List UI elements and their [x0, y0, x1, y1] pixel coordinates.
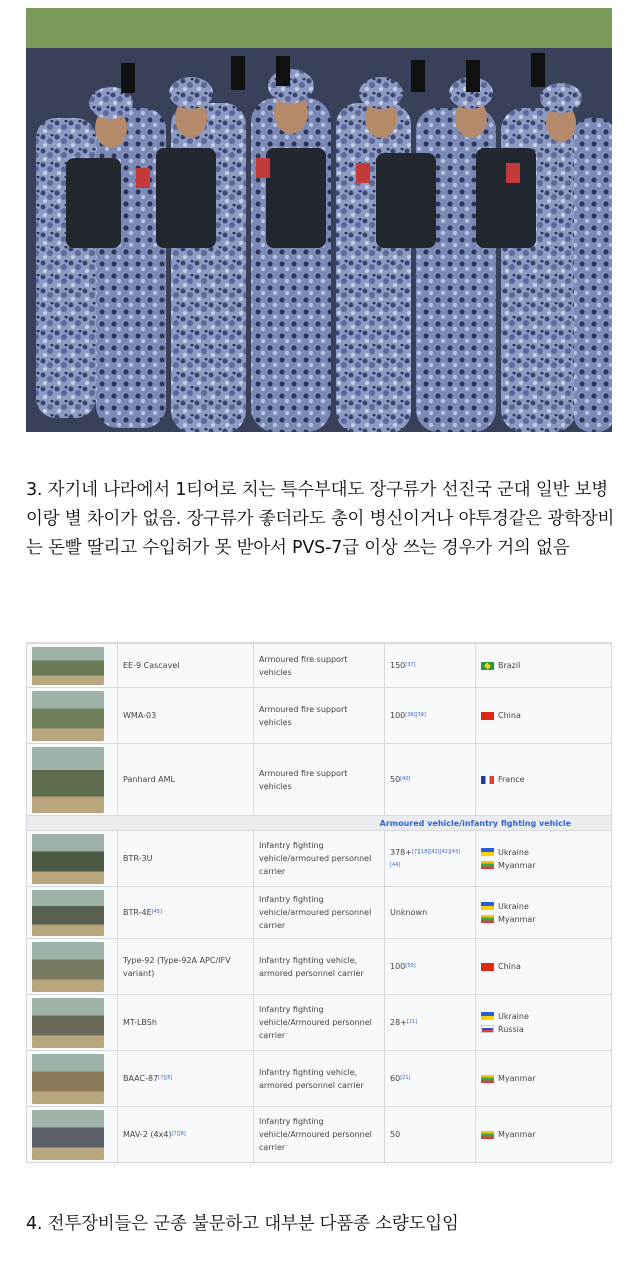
vehicle-name[interactable]: EE-9 Cascavel [123, 661, 180, 670]
vehicle-type-cell [254, 939, 385, 995]
flag-mm-icon [481, 861, 494, 869]
vehicle-quantity: 100 [390, 962, 406, 971]
vehicle-thumbnail-cell [27, 939, 118, 995]
vehicle-type-cell [254, 644, 385, 688]
vehicle-origin-cell [476, 1051, 612, 1107]
citation-link[interactable]: [50] [405, 963, 416, 969]
table-row [27, 1051, 612, 1107]
vehicle-type: Infantry fighting vehicle, armored personnel carrier [259, 955, 364, 978]
vehicle-thumbnail-image[interactable] [32, 998, 104, 1048]
origin-entry [481, 1128, 606, 1141]
vehicle-name[interactable]: Type-92 (Type-92A APC/IFV variant) [123, 955, 231, 978]
vehicle-name-cell [118, 939, 254, 995]
origin-entry [481, 1072, 606, 1085]
vehicle-thumbnail-cell [27, 1051, 118, 1107]
soldiers-parade-photo [26, 8, 612, 432]
vehicle-name-cell [118, 688, 254, 744]
vehicle-thumbnail-image[interactable] [32, 1110, 104, 1160]
vehicle-name[interactable]: MT-LBSh [123, 1018, 157, 1027]
vehicle-name[interactable]: WMA-03 [123, 711, 157, 720]
vehicle-thumbnail-image[interactable] [32, 691, 104, 741]
vehicle-thumbnail-image[interactable] [32, 890, 104, 936]
vehicle-thumbnail-cell [27, 644, 118, 688]
origin-country[interactable]: Myanmar [498, 914, 536, 924]
vehicle-name-cell [118, 644, 254, 688]
citation-link[interactable]: [21] [400, 1075, 411, 1081]
section-heading: Armoured vehicle/infantry fighting vehicle [379, 818, 571, 828]
vehicle-type-cell [254, 831, 385, 887]
vehicle-type: Armoured fire support vehicles [259, 768, 348, 791]
table-row [27, 831, 612, 887]
vehicle-quantity-cell [385, 688, 476, 744]
vehicle-name-cell [118, 995, 254, 1051]
vehicle-thumbnail-cell [27, 1107, 118, 1163]
origin-entry [481, 900, 606, 913]
vehicle-name[interactable]: MAV-2 (4x4) [123, 1130, 172, 1139]
citation-link[interactable]: [21] [406, 1019, 418, 1025]
table-row [27, 688, 612, 744]
vehicle-origin-cell [476, 744, 612, 816]
vehicle-name-cell [118, 744, 254, 816]
origin-country[interactable]: Myanmar [498, 860, 536, 870]
origin-entry [481, 1023, 606, 1036]
origin-country[interactable]: Myanmar [498, 1130, 536, 1139]
vehicle-quantity: 378+ [390, 847, 412, 857]
origin-country[interactable]: Russia [498, 1024, 524, 1034]
flag-ua-icon [481, 1012, 494, 1020]
vehicle-name-cell [118, 1107, 254, 1163]
vehicle-type: Armoured fire support vehicles [259, 654, 348, 677]
origin-country[interactable]: Ukraine [498, 1011, 529, 1021]
vehicle-quantity: 50 [390, 1130, 401, 1139]
vehicle-origin-cell [476, 644, 612, 688]
vehicle-quantity-cell [385, 644, 476, 688]
origin-entry [481, 709, 606, 722]
origin-entry [481, 960, 606, 973]
vehicle-quantity-cell [385, 995, 476, 1051]
flag-mm-icon [481, 1075, 494, 1083]
flag-fr-icon [481, 776, 494, 784]
vehicle-name[interactable]: BTR-4E [123, 908, 152, 917]
origin-entry [481, 913, 606, 926]
vehicle-name-cell [118, 1051, 254, 1107]
origin-country[interactable]: Ukraine [498, 847, 529, 857]
origin-country[interactable]: China [498, 711, 521, 720]
vehicle-quantity: 28+ [390, 1018, 407, 1027]
table-row [27, 939, 612, 995]
citation-link[interactable]: [38][39] [405, 712, 426, 718]
vehicle-thumbnail-cell [27, 995, 118, 1051]
vehicle-origin-cell [476, 887, 612, 939]
citation-link[interactable]: [37] [405, 662, 416, 668]
vehicle-thumbnail-cell [27, 744, 118, 816]
vehicle-type: Infantry fighting vehicle/armoured personnel carrier [259, 841, 372, 876]
vehicle-thumbnail-image[interactable] [32, 1054, 104, 1104]
vehicle-quantity: 150 [390, 661, 406, 670]
vehicle-type-cell [254, 887, 385, 939]
vehicle-thumbnail-image[interactable] [32, 647, 104, 685]
origin-country[interactable]: Ukraine [498, 901, 529, 911]
vehicle-thumbnail-cell [27, 831, 118, 887]
vehicle-origin-cell [476, 831, 612, 887]
citation-link[interactable]: [45] [151, 909, 162, 915]
vehicle-type-cell [254, 744, 385, 816]
table-row [27, 995, 612, 1051]
origin-country[interactable]: France [498, 775, 525, 784]
origin-entry [481, 773, 606, 786]
vehicle-quantity-cell [385, 939, 476, 995]
vehicle-quantity-cell [385, 744, 476, 816]
flag-br-icon [481, 662, 494, 670]
vehicle-origin-cell [476, 688, 612, 744]
origin-entry [481, 659, 606, 672]
photo-illustration [26, 8, 612, 432]
table-row [27, 1107, 612, 1163]
vehicle-quantity-cell [385, 1107, 476, 1163]
flag-ua-icon [481, 902, 494, 910]
table-row [27, 887, 612, 939]
citation-link[interactable]: [7][8] [158, 1075, 173, 1081]
vehicle-type-cell [254, 1051, 385, 1107]
flag-cn-icon [481, 712, 494, 720]
vehicle-table-screenshot [26, 642, 612, 1167]
flag-mm-icon [481, 1131, 494, 1139]
vehicle-type: Armoured fire support vehicles [259, 704, 348, 727]
origin-entry [481, 846, 606, 859]
vehicle-type-cell [254, 995, 385, 1051]
paragraph-3: 3. 자기네 나라에서 1티어로 치는 특수부대도 장구류가 선진국 군대 일반 보병이랑 별 차이가 없음. 장구류가 좋더라도 총이 병신이거나 야투경같은 광학장비는 돈빨 딸리고 수입허가 못 받아서 PVS-7급 이상 쓰는 경우가 거의 없음 [26, 480, 615, 558]
vehicle-quantity-cell [385, 1051, 476, 1107]
vehicle-thumbnail-cell [27, 887, 118, 939]
vehicle-type-cell [254, 1107, 385, 1163]
vehicle-quantity: 100 [390, 711, 406, 720]
vehicle-thumbnail-image[interactable] [32, 747, 104, 813]
table-row [27, 744, 612, 816]
paragraph-4: 4. 전투장비들은 군종 불문하고 대부분 다품종 소량도입임 [26, 1214, 459, 1234]
vehicle-thumbnail-cell [27, 688, 118, 744]
origin-entry [481, 859, 606, 872]
flag-mm-icon [481, 915, 494, 923]
table-row [27, 644, 612, 688]
vehicle-quantity: 60 [390, 1074, 401, 1083]
vehicle-name[interactable]: Panhard AML [123, 775, 176, 784]
vehicle-name-cell [118, 831, 254, 887]
flag-ru-icon [481, 1025, 494, 1033]
vehicle-name-cell [118, 887, 254, 939]
flag-ua-icon [481, 848, 494, 856]
vehicle-type: Infantry fighting vehicle, armored personnel carrier [259, 1067, 364, 1090]
origin-country[interactable]: Myanmar [498, 1074, 536, 1083]
vehicle-thumbnail-image[interactable] [32, 942, 104, 992]
citation-link[interactable]: [40] [400, 776, 411, 782]
vehicle-origin-cell [476, 995, 612, 1051]
vehicle-type: Infantry fighting vehicle/Armoured personnel carrier [259, 1117, 372, 1152]
vehicle-name[interactable]: BTR-3U [123, 854, 153, 863]
origin-entry [481, 1010, 606, 1023]
vehicle-thumbnail-image[interactable] [32, 834, 104, 884]
vehicle-type: Infantry fighting vehicle/armoured personnel carrier [259, 895, 372, 930]
vehicle-type-cell [254, 688, 385, 744]
vehicle-name[interactable]: BAAC-87 [123, 1074, 159, 1083]
vehicle-quantity: 50 [390, 775, 401, 784]
vehicle-origin-cell [476, 939, 612, 995]
vehicle-type: Infantry fighting vehicle/Armoured personnel carrier [259, 1005, 372, 1040]
origin-country[interactable]: Brazil [498, 661, 521, 670]
citation-link[interactable]: [7][18][41][42][43][44] [390, 848, 461, 868]
vehicle-quantity-cell [385, 831, 476, 887]
origin-country[interactable]: China [498, 962, 521, 971]
vehicle-quantity-cell [385, 887, 476, 939]
vehicle-table [26, 643, 612, 1163]
vehicle-origin-cell [476, 1107, 612, 1163]
citation-link[interactable]: [7][8] [171, 1131, 186, 1137]
flag-cn-icon [481, 963, 494, 971]
table-section-row [27, 816, 612, 831]
vehicle-quantity: Unknown [390, 908, 428, 917]
